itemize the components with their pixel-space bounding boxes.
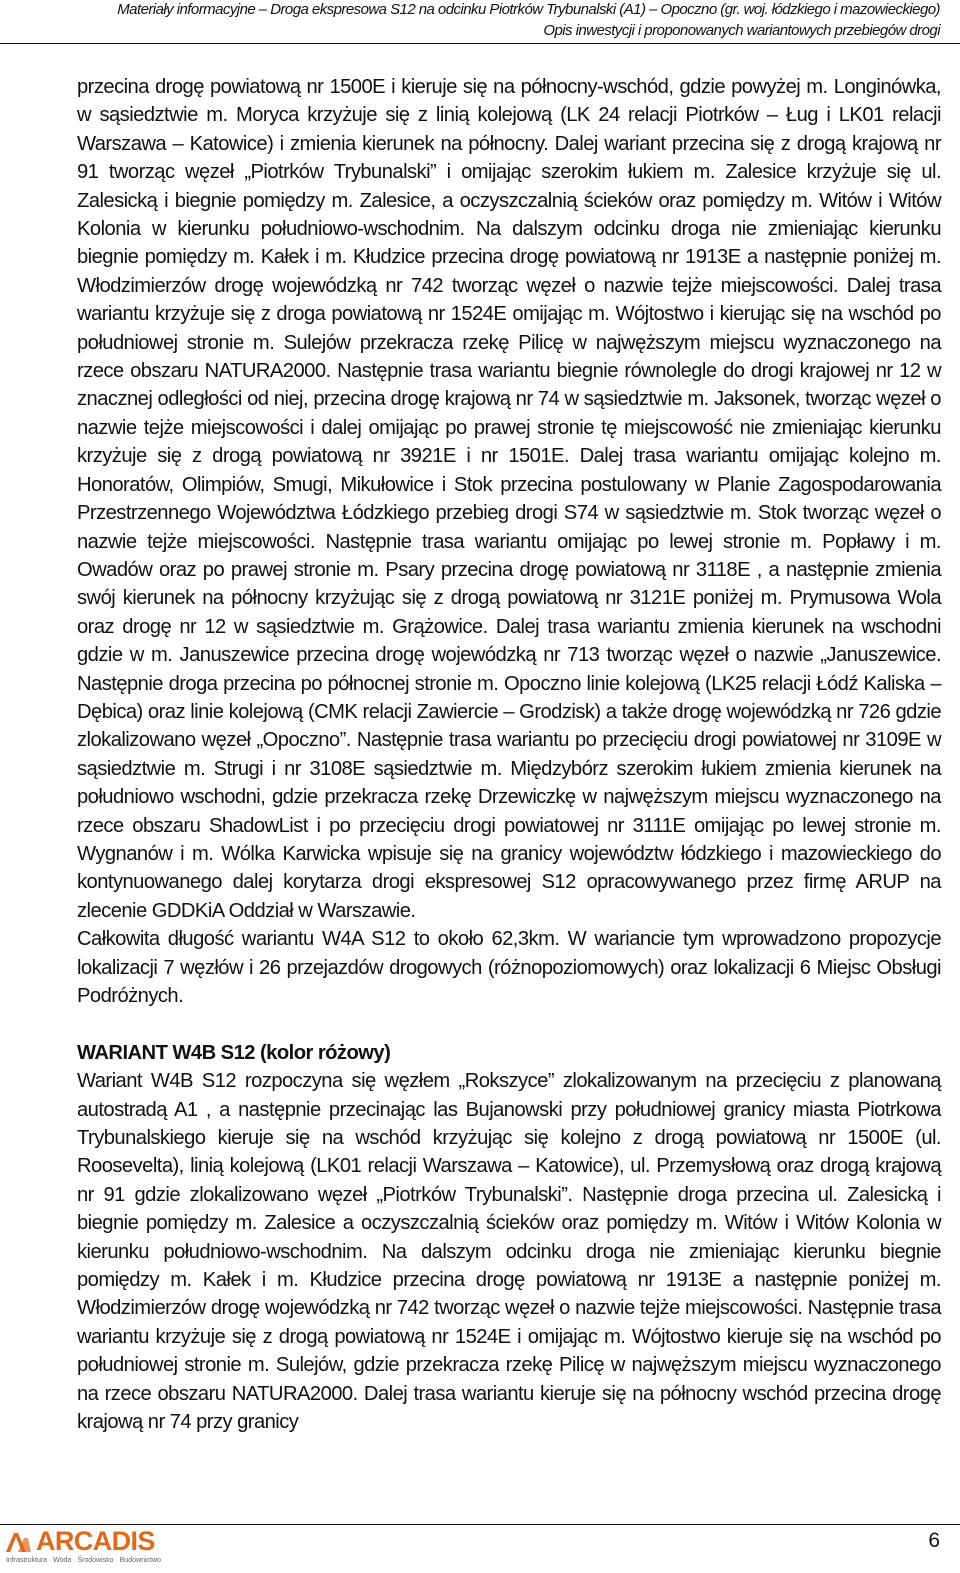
body-paragraph-1: przecina drogę powiatową nr 1500E i kieruje się na północny-wschód, gdzie powyżej m. Longinówka, w sąsiedztwie m. Moryca krzyżuje się z linią kolejową (LK 24 relacji Piotrków – Ług i LK01 relacji Warszawa – Katowice) i zmienia kierunek na północny. Dalej wariant przecina się z drogą krajową nr 91 tworząc węzeł „Piotrków Trybunalski” i omijając szerokim łukiem m. Zalesice krzyżuje się ul. Zalesicką i biegnie pomiędzy m. Zalesice, a oczyszczalnią ścieków oraz pomiędzy m. Witów i Witów Kolonia w kierunku południowo-wschodnim. Na dalszym odcinku droga nie zmieniając kierunku biegnie pomiędzy m. Kałek i m. Kłudzice przecina drogę powiatową nr 1913E a następnie poniżej m. Włodzimierzów drogę wojewódzką nr 742 tworząc węzeł o nazwie tejże miejscowości. Dalej trasa wariantu krzyżuje się z droga powiatową nr 1524E omijając m. Wójtostwo i kierując się na wschód po południowej stronie m. Sulejów przekracza rzekę Pilicę w najwęższym miejscu wyznaczonego na rzece obszaru NATURA2000. Następnie trasa wariantu biegnie równolegle do drogi krajowej nr 12 w znacznej odległości od niej, przecina drogę krajową nr 74 w sąsiedztwie m. Jaksonek, tworząc węzeł o nazwie tejże miejscowości i dalej omijając po prawej stronie tę miejscowość nie zmieniając kierunku krzyżuje się z drogą powiatową nr 3921E i nr 1501E. Dalej trasa wariantu omijając kolejno m. Honoratów, Olimpiów, Smugi, Mikułowice i Stok przecina postulowany w Planie Zagospodarowania Przestrzennego Województwa Łódzkiego przebieg drogi S74 w sąsiedztwie m. Stok tworząc węzeł o nazwie tejże miejscowości. Następnie trasa wariantu omijając po lewej stronie m. Popławy i m. Owadów oraz po prawej stronie m. Psary przecina drogę powiatową nr 3118E , a następnie zmienia swój kierunek na północny krzyżując się z drogą powiatową nr 3121E poniżej m. Prymusowa Wola oraz drogę nr 12 w sąsiedztwie m. Grążowice. Dalej trasa wariantu zmienia kierunek na wschodni gdzie w m. Januszewice przecina drogę wojewódzką nr 713 tworząc węzeł o nazwie „Januszewice. Następnie droga przecina po północnej stronie m. Opoczno linie kolejową (LK25 relacji Łódź Kaliska – Dębica) oraz linie kolejową (CMK relacji Zawiercie – Grodzisk) a także drogę wojewódzką nr 726 gdzie zlokalizowano węzeł „Opoczno”. Następnie trasa wariantu po przecięciu drogi powiatowej nr 3109E w sąsiedztwie m. Strugi i nr 3108E sąsiedztwie m. Międzybórz szerokim łukiem zmienia kierunek na południowo wschodni, gdzie przekracza rzekę Drzewiczkę w najwęższym miejscu wyznaczonego na rzece obszaru ShadowList i po przecięciu drogi powiatowej nr 3111E omijając po lewej stronie m. Wygnanów i m. Wólka Karwicka wpisuje się na granicy województw łódzkiego i mazowieckiego do kontynuowanego dalej korytarza drogi ekspresowej S12 opracowywanego przez firmę ARUP na zlecenie GDDKiA Oddział w Warszawie. (77, 76, 941, 922)
body-paragraph-2: Całkowita długość wariantu W4A S12 to około 62,3km. W wariancie tym wprowadzono propozycje lokalizacji 7 węzłów i 26 przejazdów drogowych (różnopoziomowych) oraz lokalizacji 6 Miejsc Obsługi Podróżnych. (77, 928, 941, 1007)
header-title: Materiały informacyjne – Droga ekspresowa S12 na odcinku Piotrków Trybunalski (A1) – Opoczno (gr. woj. łódzkiego i mazowieckiego) (117, 1, 940, 18)
logo-tagline: Infrastruktura · Woda · Środowisko · Budownictwo (6, 1555, 161, 1564)
body-paragraph-3: Wariant W4B S12 rozpoczyna się węzłem „Rokszyce” zlokalizowanym na przecięciu z planowaną autostradą A1 , a następnie przecinając las Bujanowski przy południowej granicy miasta Piotrkowa Trybunalskiego kieruje się na wschód krzyżując się kolejno z drogą powiatową nr 1500E (ul. Roosevelta), linią kolejową (LK01 relacji Warszawa – Katowice), ul. Przemysłową oraz drogą krajową nr 91 gdzie zlokalizowano węzeł „Piotrków Trybunalski”. Następnie droga przecina ul. Zalesicką i biegnie pomiędzy m. Zalesice a oczyszczalnią ścieków oraz pomiędzy m. Witów i Witów Kolonia w kierunku południowo-wschodnim. Na dalszym odcinku droga nie zmieniając kierunku biegnie pomiędzy m. Kałek i m. Kłudzice przecina drogę powiatową nr 1913E a następnie poniżej m. Włodzimierzów drogę wojewódzką nr 742 tworząc węzeł o nazwie tejże miejscowości. Następnie trasa wariantu krzyżuje się z drogą powiatową nr 1524E i omijając m. Wójtostwo kieruje się na wschód po południowej stronie m. Sulejów, gdzie przekracza rzekę Pilicę w najwęższym miejscu wyznaczonego na rzece obszaru NATURA2000. Dalej trasa wariantu kieruje się na północny wschód przecina drogę krajową nr 74 przy granicy (77, 1070, 941, 1434)
logo-wordmark: ARCADIS (36, 1526, 155, 1556)
footer-divider (0, 1524, 960, 1525)
arcadis-logo-icon (4, 1530, 32, 1554)
arcadis-logo (4, 1528, 164, 1568)
section-heading: WARIANT W4B S12 (kolor różowy) (77, 1041, 391, 1064)
header-subtitle: Opis inwestycji i proponowanych wariantowych przebiegów drogi (543, 22, 940, 39)
document-body (77, 73, 941, 1436)
page-number: 6 (928, 1529, 940, 1552)
header-divider (0, 43, 960, 44)
paragraph-spacer (77, 1010, 941, 1038)
page-header (0, 0, 960, 46)
